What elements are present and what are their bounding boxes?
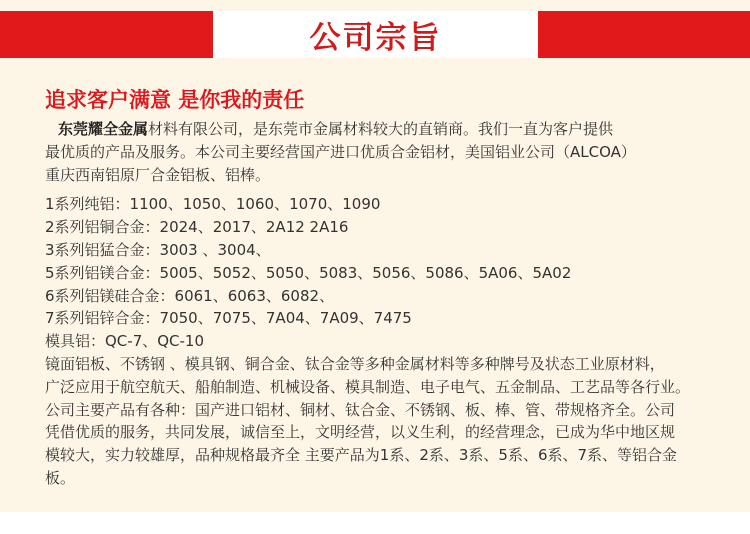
intro-line-1-rest: 材料有限公司，是东莞市金属材料较大的直销商。我们一直为客户提供 (148, 120, 614, 138)
series-line: 3系列铝猛合金：3003 、3004、 (45, 240, 271, 259)
closing-line: 凭借优质的服务，共同发展，诚信至上，文明经营，以义生利，的经营理念，已成为华中地区规 (45, 423, 676, 442)
section-heading: 追求客户满意 是你我的责任 (45, 88, 305, 112)
banner (0, 0, 750, 66)
intro-line-3: 重庆西南铝原厂合金铝板、铝棒。 (45, 165, 271, 184)
series-line: 1系列纯铝：1100、1050、1060、1070、1090 (45, 195, 381, 214)
series-line: 6系列铝镁硅合金：6061、6063、6082、 (45, 286, 335, 305)
closing-line: 公司主要产品有各种：国产进口铝材、铜材、钛合金、不锈钢、板、棒、管、带规格齐全。公司 (45, 400, 676, 419)
series-line: 2系列铝铜合金：2024、2017、2A12 2A16 (45, 218, 349, 237)
company-name: 东莞耀全金属 (58, 120, 149, 138)
series-line: 7系列铝锌合金：7050、7075、7A04、7A09、7475 (45, 309, 412, 328)
intro-line-2: 最优质的产品及服务。本公司主要经营国产进口优质合金铝材，美国铝业公司（ALCOA） (45, 142, 636, 161)
body-text (45, 118, 735, 490)
intro-line-1 (45, 118, 735, 141)
closing-line: 板。 (45, 468, 76, 487)
closing-line: 镜面铝板、不锈钢 、模具钢、铜合金、钛合金等多种金属材料等多种牌号及状态工业原材料， (45, 354, 665, 373)
content-panel (0, 66, 750, 512)
banner-title-box (213, 11, 538, 58)
banner-title: 公司宗旨 (309, 20, 442, 56)
closing-line: 广泛应用于航空航天、船舶制造、机械设备、模具制造、电子电气、五金制品、工艺品等各行业。 (45, 377, 691, 396)
series-line: 模具铝：QC-7、QC-10 (45, 332, 205, 351)
series-line: 5系列铝镁合金：5005、5052、5050、5083、5056、5086、5A06、5A02 (45, 263, 572, 282)
closing-line: 模较大，实力较雄厚，品种规格最齐全 主要产品为1系、2系、3系、5系、6系、7系、等铝合金 (45, 446, 678, 465)
paragraph-gap (45, 186, 735, 193)
